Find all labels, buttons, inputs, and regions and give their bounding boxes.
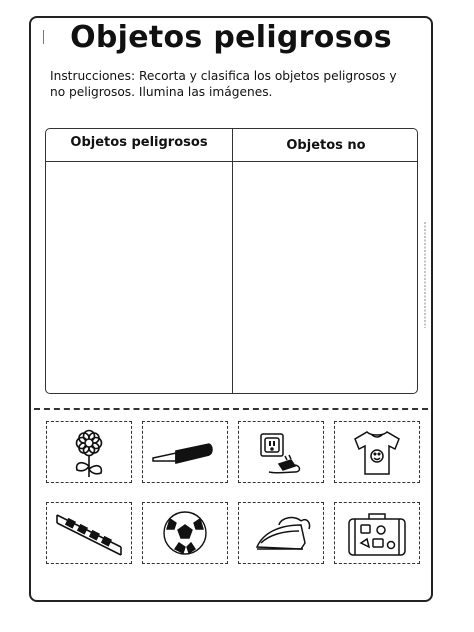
- page-title: Objetos peligrosos: [70, 20, 392, 55]
- clothes-iron-icon: [239, 503, 323, 563]
- cutout-clothes-iron[interactable]: [238, 502, 324, 564]
- cutout-ladder[interactable]: [46, 502, 132, 564]
- cutout-suitcase[interactable]: [334, 502, 420, 564]
- flower-icon: [47, 422, 131, 482]
- cutout-knife[interactable]: [142, 421, 228, 483]
- side-watermark: [421, 220, 429, 330]
- cut-line: [34, 408, 428, 410]
- knife-icon: [143, 422, 227, 482]
- suitcase-icon: [335, 503, 419, 563]
- instructions-text: Instrucciones: Recorta y clasifica los objetos peligrosos y no peligrosos. Ilumina las imágenes.: [50, 69, 397, 99]
- ladder-icon: [47, 503, 131, 563]
- table-column-divider: [232, 129, 233, 393]
- header-dangerous-objects: Objetos peligrosos: [70, 135, 208, 150]
- cutout-soccer-ball[interactable]: [142, 502, 228, 564]
- electrical-outlet-plug-icon: [239, 422, 323, 482]
- soccer-ball-icon: [143, 503, 227, 563]
- cutout-outlet-plug[interactable]: [238, 421, 324, 483]
- classification-table: [45, 128, 418, 394]
- cutout-flower[interactable]: [46, 421, 132, 483]
- header-non-dangerous-objects: Objetos no: [286, 138, 366, 153]
- tshirt-icon: [335, 422, 419, 482]
- cutout-tshirt[interactable]: [334, 421, 420, 483]
